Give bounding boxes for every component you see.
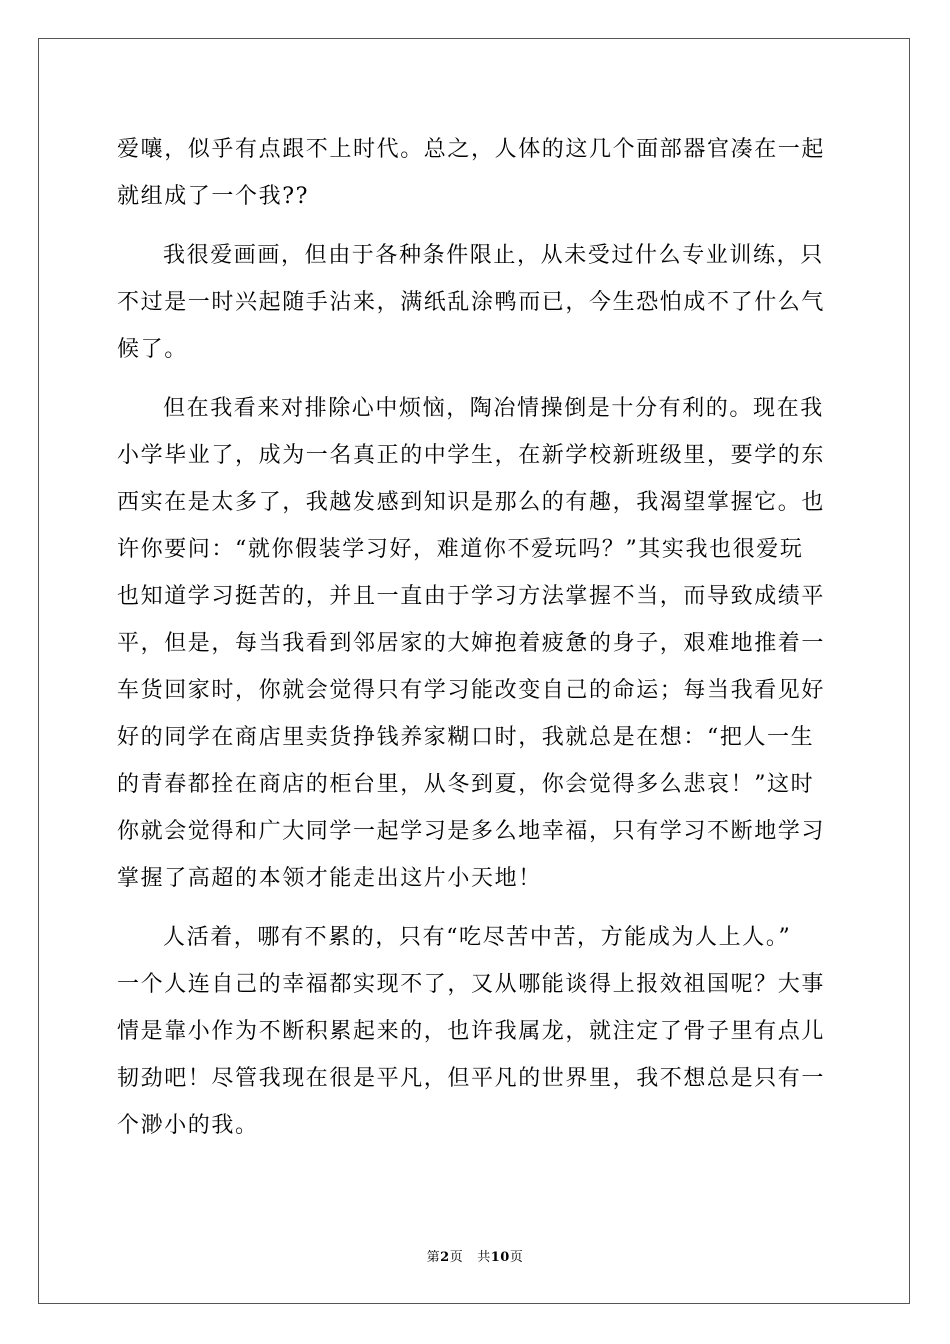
text-line: 个渺小的我。 — [117, 1113, 259, 1138]
text-line: 一个人连自己的幸福都实现不了，又从哪能谈得上报效祖国呢？大事 — [117, 972, 826, 997]
text-line: 不过是一时兴起随手沾来，满纸乱涂鸭而已，今生恐怕成不了什么气 — [117, 290, 826, 315]
text-line: 候了。 — [117, 337, 188, 362]
paragraph — [117, 914, 833, 1149]
footer-total-pages: 10 — [490, 1250, 510, 1265]
text-line: 我很爱画画，但由于各种条件限止，从未受过什么专业训练，只 — [163, 243, 824, 268]
text-line: 情是靠小作为不断积累起来的，也许我属龙，就注定了骨子里有点儿 — [117, 1019, 826, 1044]
text-line: 但在我看来对排除心中烦恼，陶冶情操倒是十分有利的。现在我 — [163, 396, 824, 421]
paragraph — [117, 385, 833, 902]
document-body — [117, 126, 833, 1149]
footer-total-prefix: 共 — [477, 1250, 491, 1265]
text-line: 就组成了一个我?? — [117, 184, 309, 209]
text-line: 掌握了高超的本领才能走出这片小天地！ — [117, 866, 542, 891]
text-line: 平，但是，每当我看到邻居家的大婶抱着疲惫的身子，艰难地推着一 — [117, 631, 826, 656]
text-line: 人活着，哪有不累的，只有“吃尽苦中苦，方能成为人上人。” — [163, 925, 792, 950]
text-line: 也知道学习挺苦的，并且一直由于学习方法掌握不当，而导致成绩平 — [117, 584, 826, 609]
text-line: 好的同学在商店里卖货挣钱养家糊口时，我就总是在想：“把人一生 — [117, 725, 815, 750]
text-line: 的青春都拴在商店的柜台里，从冬到夏，你会觉得多么悲哀！”这时 — [117, 772, 815, 797]
page-footer — [0, 1246, 950, 1265]
text-line: 韧劲吧！尽管我现在很是平凡，但平凡的世界里，我不想总是只有一 — [117, 1066, 826, 1091]
paragraph — [117, 126, 833, 220]
footer-page-suffix: 页 — [449, 1250, 464, 1265]
footer-page-prefix: 第 — [426, 1250, 441, 1265]
text-line: 许你要问：“就你假装学习好，难道你不爱玩吗？”其实我也很爱玩 — [117, 537, 804, 562]
text-line: 西实在是太多了，我越发感到知识是那么的有趣，我渴望掌握它。也 — [117, 490, 826, 515]
text-line: 你就会觉得和广大同学一起学习是多么地幸福，只有学习不断地学习 — [117, 819, 826, 844]
paragraph — [117, 232, 833, 373]
text-line: 爱嚷，似乎有点跟不上时代。总之，人体的这几个面部器官凑在一起 — [117, 137, 826, 162]
text-line: 小学毕业了，成为一名真正的中学生，在新学校新班级里，要学的东 — [117, 443, 826, 468]
footer-total-suffix: 页 — [509, 1250, 524, 1265]
footer-page-number: 2 — [440, 1250, 450, 1265]
text-line: 车货回家时，你就会觉得只有学习能改变自己的命运；每当我看见好 — [117, 678, 826, 703]
